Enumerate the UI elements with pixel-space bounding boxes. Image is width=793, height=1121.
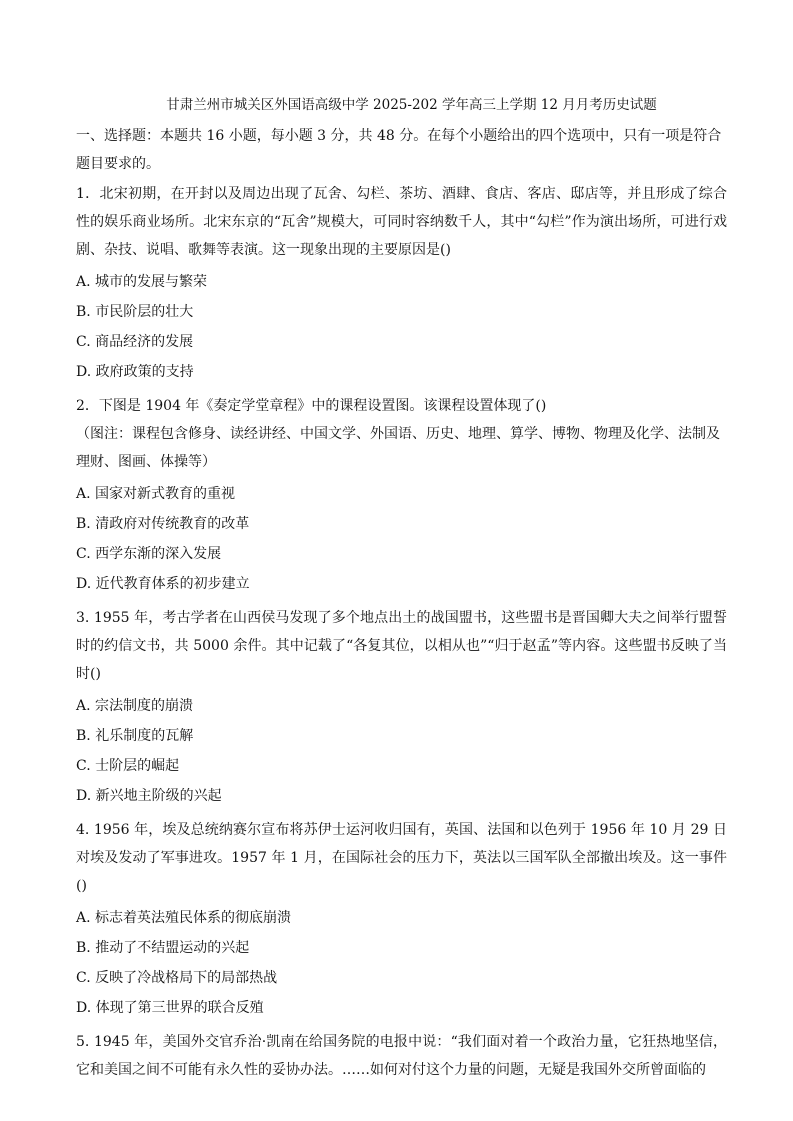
option-b[interactable]: B. 市民阶层的壮大 [76,304,194,320]
option-b[interactable]: B. 推动了不结盟运动的兴起 [76,940,250,956]
option-b[interactable]: B. 清政府对传统教育的改革 [76,516,250,532]
question-stem: 1．北宋初期，在开封以及周边出现了瓦舍、勾栏、茶坊、酒肆、食店、客店、邸店等，并且形成了综合性的娱乐商业场所。北宋东京的“瓦舍”规模大，可同时容纳数千人，其中“勾栏”作为演出场所，可进行戏剧、杂技、说唱、歌舞等表演。这一现象出现的主要原因是() [76,186,727,258]
question-1 [76,180,727,382]
option-a[interactable]: A. 城市的发展与繁荣 [76,274,208,290]
option-b[interactable]: B. 礼乐制度的瓦解 [76,728,194,744]
option-c[interactable]: C. 反映了冷战格局下的局部热战 [76,970,278,986]
figure-note: （图注：课程包含修身、读经讲经、中国文学、外国语、历史、地理、算学、博物、物理及化学、法制及理财、图画、体操等） [76,426,720,470]
option-d[interactable]: D. 政府政策的支持 [76,364,194,380]
question-4 [76,816,727,1018]
question-2 [76,392,727,594]
option-a[interactable]: A. 标志着英法殖民体系的彻底崩溃 [76,910,292,926]
section-heading: 一、选择题：本题共 16 小题，每小题 3 分，共 48 分。在每个小题给出的四个选项中，只有一项是符合题目要求的。 [76,128,722,172]
option-d[interactable]: D. 近代教育体系的初步建立 [76,576,250,592]
option-a[interactable]: A. 宗法制度的崩溃 [76,698,194,714]
question-stem: 5. 1945 年，美国外交官乔治·凯南在给国务院的电报中说：“我们面对着一个政治力量，它狂热地坚信，它和美国之间不可能有永久性的妥协办法。……如何对付这个力量的问题，无疑是我国外交所曾面临的 [76,1034,727,1078]
option-c[interactable]: C. 士阶层的崛起 [76,758,180,774]
option-a[interactable]: A. 国家对新式教育的重视 [76,486,236,502]
option-c[interactable]: C. 西学东渐的深入发展 [76,546,222,562]
question-stem: 3. 1955 年，考古学者在山西侯马发现了多个地点出土的战国盟书，这些盟书是晋国卿大夫之间举行盟誓时的约信文书，共 5000 余件。其中记载了“各复其位，以相从也”“归于赵孟”等内容。这些盟书反映了当时() [76,610,727,682]
question-3 [76,604,727,806]
option-d[interactable]: D. 新兴地主阶级的兴起 [76,788,222,804]
document-title: 甘肃兰州市城关区外国语高级中学 2025-202 学年高三上学期 12 月月考历史试题 [166,97,657,113]
option-c[interactable]: C. 商品经济的发展 [76,334,194,350]
question-stem: 2．下图是 1904 年《奏定学堂章程》中的课程设置图。该课程设置体现了() [76,398,547,414]
question-5 [76,1028,727,1084]
question-stem: 4. 1956 年，埃及总统纳赛尔宣布将苏伊士运河收归国有，英国、法国和以色列于 1956 年 10 月 29 日对埃及发动了军事进攻。1957 年 1 月，在国际社会的压力下，英法以三国军队全部撤出埃及。这一事件() [76,822,727,894]
option-d[interactable]: D. 体现了第三世界的联合反殖 [76,1000,264,1016]
